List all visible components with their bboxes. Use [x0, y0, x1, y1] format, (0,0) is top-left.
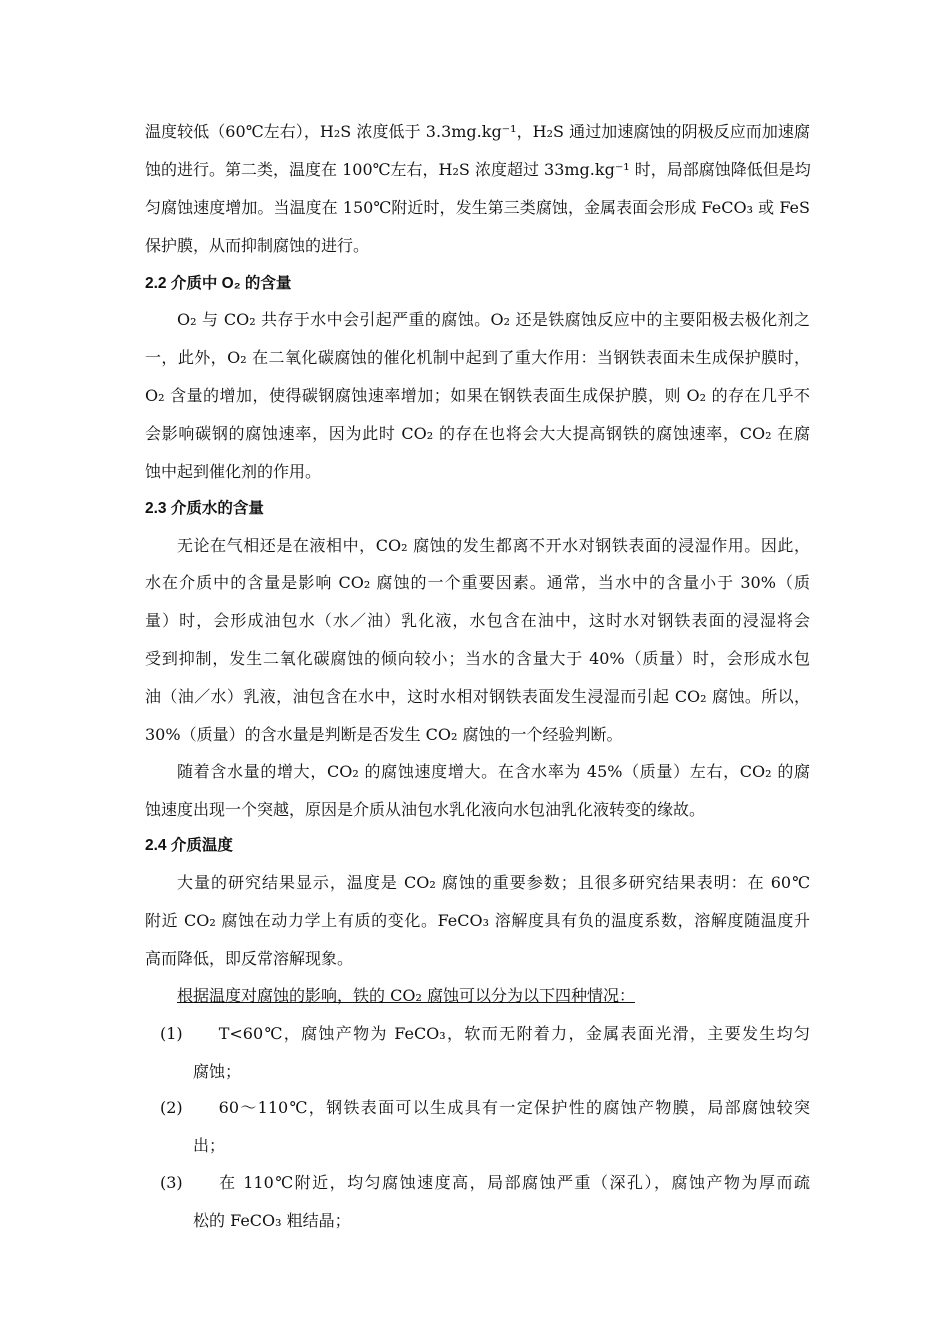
paragraph-line: 蚀中起到催化剂的作用。 — [145, 462, 322, 481]
paragraph-line: 蚀速度出现一个突越，原因是介质从油包水乳化液向水包油乳化液转变的缘故。 — [145, 800, 706, 819]
paragraph-line: 根据温度对腐蚀的影响，铁的 CO₂ 腐蚀可以分为以下四种情况： — [177, 986, 635, 1005]
paragraph-line: 腐蚀； — [193, 1062, 242, 1081]
paragraph-line: O₂ 与 CO₂ 共存于水中会引起严重的腐蚀。O₂ 还是铁腐蚀反应中的主要阳极去极化剂之 — [177, 310, 810, 329]
paragraph-line: 保护膜，从而抑制腐蚀的进行。 — [145, 236, 370, 255]
paragraph-line: (1) T<60℃，腐蚀产物为 FeCO₃，软而无附着力，金属表面光滑，主要发生均匀 — [160, 1024, 810, 1043]
paragraph-line: (3) 在 110℃附近，均匀腐蚀速度高，局部腐蚀严重（深孔），腐蚀产物为厚而疏 — [160, 1173, 810, 1192]
paragraph-line: 油（油／水）乳液，油包含在水中，这时水相对钢铁表面发生浸湿而引起 CO₂ 腐蚀。所以， — [145, 687, 810, 706]
paragraph-line: 随着含水量的增大，CO₂ 的腐蚀速度增大。在含水率为 45%（质量）左右，CO₂ 的腐 — [177, 762, 810, 781]
section-heading: 2.3 介质水的含量 — [145, 500, 264, 517]
paragraph-line: 蚀的进行。第二类，温度在 100℃左右，H₂S 浓度超过 33mg.kg⁻¹ 时，局部腐蚀降低但是均 — [145, 160, 811, 179]
paragraph-line: 匀腐蚀速度增加。当温度在 150℃附近时，发生第三类腐蚀，金属表面会形成 FeCO₃ 或 FeS — [145, 198, 810, 217]
paragraph-line: 高而降低，即反常溶解现象。 — [145, 949, 354, 968]
paragraph-line: 温度较低（60℃左右），H₂S 浓度低于 3.3mg.kg⁻¹，H₂S 通过加速腐蚀的阴极反应而加速腐 — [145, 122, 810, 141]
paragraph-line: 出； — [193, 1136, 226, 1155]
paragraph-line: 会影响碳钢的腐蚀速率，因为此时 CO₂ 的存在也将会大大提高钢铁的腐蚀速率，CO₂ 在腐 — [145, 424, 810, 443]
paragraph-line: 30%（质量）的含水量是判断是否发生 CO₂ 腐蚀的一个经验判断。 — [145, 725, 623, 744]
paragraph-line: 附近 CO₂ 腐蚀在动力学上有质的变化。FeCO₃ 溶解度具有负的温度系数，溶解度随温度升 — [145, 911, 810, 930]
paragraph-line: 松的 FeCO₃ 粗结晶； — [193, 1211, 351, 1230]
paragraph-line: 无论在气相还是在液相中，CO₂ 腐蚀的发生都离不开水对钢铁表面的浸湿作用。因此， — [177, 536, 810, 555]
paragraph-line: 受到抑制，发生二氧化碳腐蚀的倾向较小；当水的含量大于 40%（质量）时，会形成水包 — [145, 649, 810, 668]
section-heading: 2.2 介质中 O₂ 的含量 — [145, 275, 292, 292]
paragraph-line: 大量的研究结果显示，温度是 CO₂ 腐蚀的重要参数；且很多研究结果表明：在 60℃ — [177, 873, 810, 892]
paragraph-line: O₂ 含量的增加，使得碳钢腐蚀速率增加；如果在钢铁表面生成保护膜，则 O₂ 的存在几乎不 — [145, 386, 810, 405]
paragraph-line: 一，此外，O₂ 在二氧化碳腐蚀的催化机制中起到了重大作用：当钢铁表面未生成保护膜时， — [145, 348, 810, 367]
section-heading: 2.4 介质温度 — [145, 837, 233, 854]
paragraph-line: (2) 60～110℃，钢铁表面可以生成具有一定保护性的腐蚀产物膜，局部腐蚀较突 — [160, 1098, 810, 1117]
paragraph-line: 水在介质中的含量是影响 CO₂ 腐蚀的一个重要因素。通常，当水中的含量小于 30%（质 — [145, 573, 810, 592]
paragraph-line: 量）时，会形成油包水（水／油）乳化液，水包含在油中，这时水对钢铁表面的浸湿将会 — [145, 611, 810, 630]
